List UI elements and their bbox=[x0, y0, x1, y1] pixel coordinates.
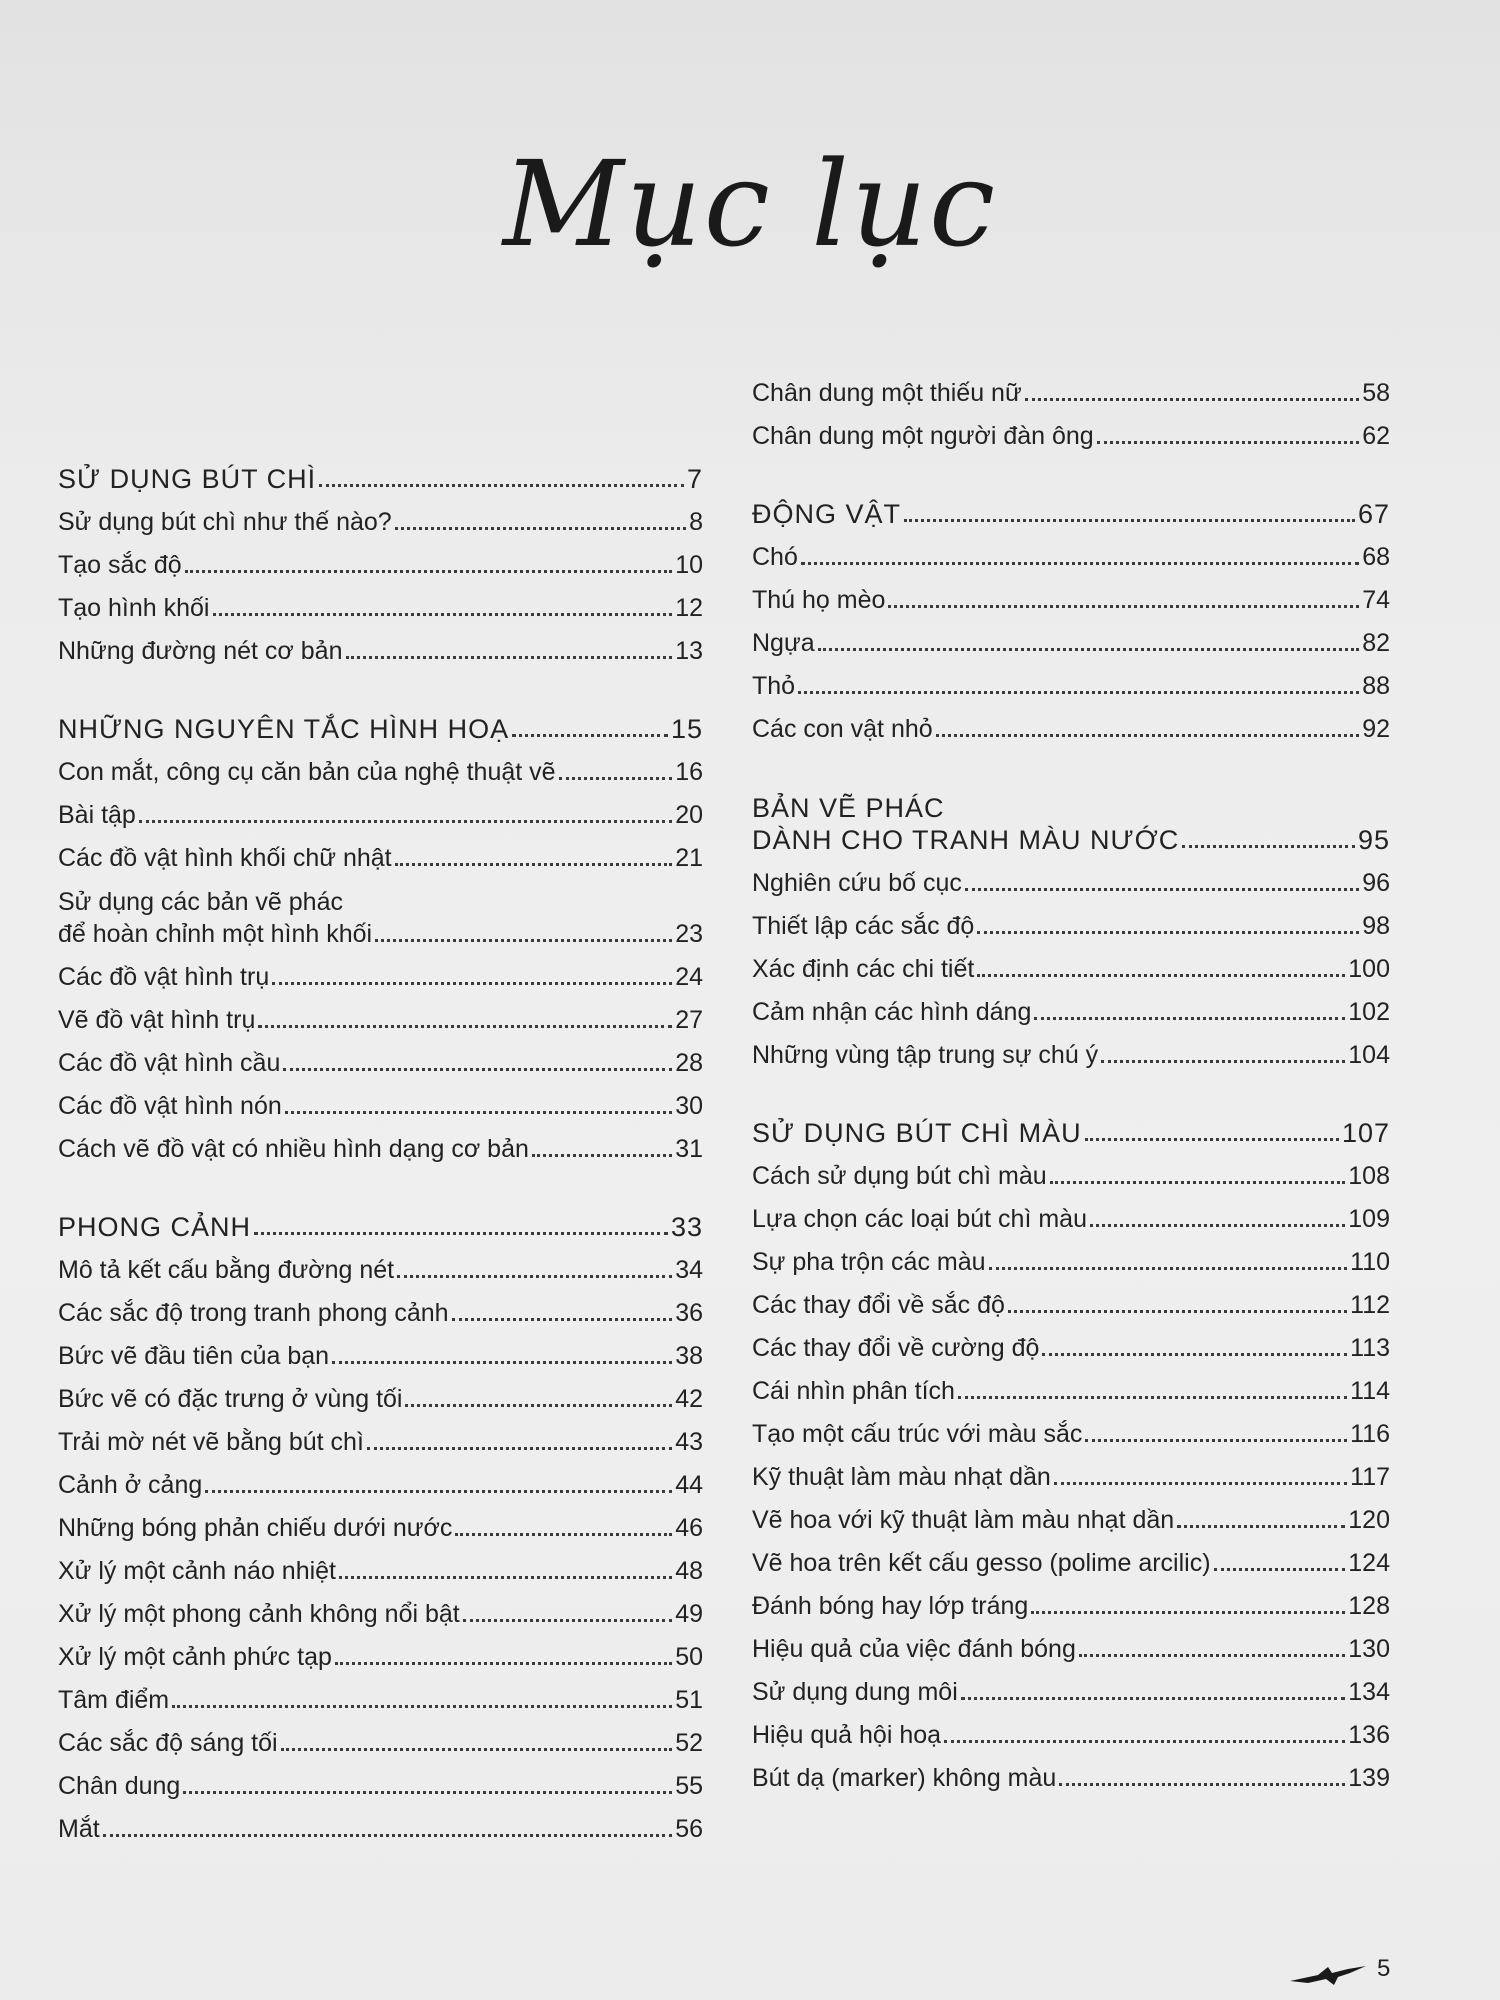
toc-page-number: 102 bbox=[1348, 998, 1390, 1026]
dot-leader bbox=[532, 1153, 672, 1157]
page-title: Mục lục bbox=[502, 135, 998, 273]
dot-leader bbox=[801, 561, 1359, 565]
toc-entry bbox=[58, 1415, 703, 1458]
section-gap bbox=[752, 1071, 1390, 1106]
toc-page-number: 16 bbox=[675, 758, 703, 786]
toc-entry-label: Bài tập bbox=[58, 801, 136, 829]
toc-entry-label: Mô tả kết cấu bằng đường nét bbox=[58, 1256, 395, 1284]
toc-page-number: 113 bbox=[1350, 1334, 1390, 1362]
toc-entry bbox=[752, 616, 1390, 659]
toc-entry-label-line1: Sử dụng các bản vẽ phác bbox=[58, 888, 343, 916]
dot-leader bbox=[1031, 1610, 1345, 1614]
toc-section-heading bbox=[752, 1106, 1390, 1149]
toc-page-number: 56 bbox=[675, 1815, 703, 1843]
toc-page-number: 44 bbox=[675, 1471, 703, 1499]
toc-entry-label: SỬ DỤNG BÚT CHÌ bbox=[58, 464, 317, 494]
toc-entry bbox=[58, 581, 703, 624]
toc-page-number: 112 bbox=[1350, 1291, 1390, 1319]
dot-leader bbox=[397, 1274, 672, 1278]
toc-entry-label bbox=[58, 886, 372, 950]
toc-left-column bbox=[58, 452, 703, 1845]
toc-page-number: 10 bbox=[675, 551, 703, 579]
toc-entry-label bbox=[752, 792, 1179, 856]
toc-page-number: 96 bbox=[1362, 869, 1390, 897]
toc-page-number: 48 bbox=[675, 1557, 703, 1585]
dot-leader bbox=[977, 930, 1359, 934]
dot-leader bbox=[512, 733, 668, 737]
toc-entry bbox=[58, 1716, 703, 1759]
toc-entry bbox=[752, 985, 1390, 1028]
toc-entry bbox=[752, 573, 1390, 616]
toc-page-number: 49 bbox=[675, 1600, 703, 1628]
dot-leader bbox=[254, 1231, 668, 1235]
toc-page-number: 67 bbox=[1357, 499, 1390, 529]
toc-page-number: 104 bbox=[1348, 1041, 1390, 1069]
dot-leader bbox=[103, 1833, 673, 1837]
toc-entry-label: SỬ DỤNG BÚT CHÌ MÀU bbox=[752, 1118, 1082, 1148]
dot-leader bbox=[395, 862, 673, 866]
toc-entry-label: Thú họ mèo bbox=[752, 586, 886, 614]
toc-entry bbox=[752, 1364, 1390, 1407]
dot-leader bbox=[172, 1704, 672, 1708]
toc-entry-label: Sử dụng bút chì như thế nào? bbox=[58, 508, 392, 536]
toc-entry bbox=[58, 1329, 703, 1372]
toc-page-number: 42 bbox=[675, 1385, 703, 1413]
toc-page-number: 109 bbox=[1348, 1205, 1390, 1233]
toc-entry-label: Những vùng tập trung sự chú ý bbox=[752, 1041, 1099, 1069]
toc-entry-label: Xử lý một phong cảnh không nổi bật bbox=[58, 1600, 460, 1628]
dot-leader bbox=[205, 1489, 672, 1493]
dot-leader bbox=[559, 776, 673, 780]
toc-entry bbox=[58, 1458, 703, 1501]
toc-entry-label: Vẽ hoa với kỹ thuật làm màu nhạt dần bbox=[752, 1506, 1175, 1534]
toc-page-number: 46 bbox=[675, 1514, 703, 1542]
toc-entry bbox=[752, 1751, 1390, 1794]
toc-entry bbox=[58, 1802, 703, 1845]
toc-section-heading bbox=[752, 487, 1390, 530]
toc-entry bbox=[752, 856, 1390, 899]
toc-entry bbox=[752, 702, 1390, 745]
toc-entry bbox=[58, 1544, 703, 1587]
toc-page-number: 24 bbox=[675, 963, 703, 991]
toc-section-heading bbox=[58, 1200, 703, 1243]
dot-leader bbox=[183, 1790, 672, 1794]
toc-entry bbox=[58, 1122, 703, 1165]
dot-leader bbox=[463, 1618, 672, 1622]
section-gap bbox=[58, 667, 703, 702]
toc-section-heading bbox=[58, 702, 703, 745]
toc-page-number: 7 bbox=[686, 464, 703, 494]
dot-leader bbox=[139, 819, 672, 823]
toc-entry-label: PHONG CẢNH bbox=[58, 1212, 252, 1242]
dot-leader bbox=[1025, 397, 1359, 401]
toc-page-number: 21 bbox=[675, 844, 703, 872]
toc-entry bbox=[752, 659, 1390, 702]
dot-leader bbox=[1182, 844, 1355, 848]
toc-entry bbox=[58, 1673, 703, 1716]
toc-entry-label: Bút dạ (marker) không màu bbox=[752, 1764, 1057, 1792]
dot-leader bbox=[1097, 440, 1359, 444]
toc-page-number: 23 bbox=[675, 920, 703, 948]
toc-entry bbox=[752, 1665, 1390, 1708]
toc-page-number: 20 bbox=[675, 801, 703, 829]
toc-entry-label: Sử dụng dung môi bbox=[752, 1678, 958, 1706]
dot-leader bbox=[272, 981, 672, 985]
toc-page-number: 58 bbox=[1362, 379, 1390, 407]
toc-page-number: 88 bbox=[1362, 672, 1390, 700]
toc-entry bbox=[58, 831, 703, 874]
toc-entry-label: Tạo một cấu trúc với màu sắc bbox=[752, 1420, 1083, 1448]
dot-leader bbox=[888, 604, 1359, 608]
toc-entry-label: Trải mờ nét vẽ bằng bút chì bbox=[58, 1428, 364, 1456]
toc-page-number: 43 bbox=[675, 1428, 703, 1456]
dot-leader bbox=[977, 973, 1345, 977]
dot-leader bbox=[961, 1696, 1346, 1700]
toc-page-number: 30 bbox=[675, 1092, 703, 1120]
dot-leader bbox=[798, 690, 1359, 694]
toc-entry-label: Nghiên cứu bố cục bbox=[752, 869, 962, 897]
toc-page-number: 114 bbox=[1350, 1377, 1390, 1405]
dot-leader bbox=[1054, 1481, 1347, 1485]
toc-entry-label: Lựa chọn các loại bút chì màu bbox=[752, 1205, 1087, 1233]
dot-leader bbox=[213, 612, 673, 616]
toc-entry-label: Hiệu quả của việc đánh bóng bbox=[752, 1635, 1076, 1663]
swallow-bird-icon bbox=[1288, 1963, 1368, 1987]
dot-leader bbox=[944, 1739, 1345, 1743]
toc-entry bbox=[58, 745, 703, 788]
dot-leader bbox=[1050, 1180, 1346, 1184]
toc-entry bbox=[752, 1235, 1390, 1278]
toc-entry-label: Các con vật nhỏ bbox=[752, 715, 933, 743]
dot-leader bbox=[395, 526, 686, 530]
toc-entry bbox=[752, 1028, 1390, 1071]
toc-entry-label: Tạo hình khối bbox=[58, 594, 210, 622]
toc-entry bbox=[752, 1622, 1390, 1665]
toc-entry-label: ĐỘNG VẬT bbox=[752, 499, 902, 529]
dot-leader bbox=[283, 1067, 672, 1071]
toc-entry-label-line2: DÀNH CHO TRANH MÀU NƯỚC bbox=[752, 825, 1180, 855]
toc-page-number: 15 bbox=[670, 714, 703, 744]
toc-entry-label: Những bóng phản chiếu dưới nước bbox=[58, 1514, 453, 1542]
toc-entry-label: Con mắt, công cụ căn bản của nghệ thuật vẽ bbox=[58, 758, 556, 786]
toc-entry-label: Các đồ vật hình cầu bbox=[58, 1049, 281, 1077]
toc-page-number: 100 bbox=[1348, 955, 1390, 983]
toc-page-number: 52 bbox=[675, 1729, 703, 1757]
toc-page-number: 50 bbox=[675, 1643, 703, 1671]
dot-leader bbox=[1085, 1438, 1347, 1442]
toc-entry-label: Xử lý một cảnh náo nhiệt bbox=[58, 1557, 337, 1585]
toc-entry-label: Cảm nhận các hình dáng bbox=[752, 998, 1032, 1026]
toc-page-number: 108 bbox=[1348, 1162, 1390, 1190]
toc-page-number: 139 bbox=[1348, 1764, 1390, 1792]
toc-entry bbox=[58, 1036, 703, 1079]
toc-page-number: 107 bbox=[1341, 1118, 1390, 1148]
toc-entry bbox=[752, 1579, 1390, 1622]
dot-leader bbox=[339, 1575, 672, 1579]
toc-entry bbox=[752, 1149, 1390, 1192]
toc-entry-label: Các đồ vật hình khối chữ nhật bbox=[58, 844, 392, 872]
toc-entry bbox=[58, 1587, 703, 1630]
toc-entry bbox=[752, 1321, 1390, 1364]
toc-page-number: 98 bbox=[1362, 912, 1390, 940]
dot-leader bbox=[281, 1747, 673, 1751]
toc-page-number: 13 bbox=[675, 637, 703, 665]
toc-entry bbox=[58, 950, 703, 993]
toc-entry-label: Các đồ vật hình nón bbox=[58, 1092, 282, 1120]
dot-leader bbox=[367, 1446, 672, 1450]
toc-entry-label: Cảnh ở cảng bbox=[58, 1471, 203, 1499]
dot-leader bbox=[965, 887, 1359, 891]
toc-entry-label: Bức vẽ có đặc trưng ở vùng tối bbox=[58, 1385, 403, 1413]
toc-page-number: 31 bbox=[675, 1135, 703, 1163]
dot-leader bbox=[818, 647, 1360, 651]
toc-entry bbox=[752, 1192, 1390, 1235]
toc-page-number: 68 bbox=[1362, 543, 1390, 571]
toc-entry-label: Cái nhìn phân tích bbox=[752, 1377, 955, 1405]
toc-entry bbox=[752, 366, 1390, 409]
dot-leader bbox=[958, 1395, 1347, 1399]
toc-entry-label: Thiết lập các sắc độ bbox=[752, 912, 975, 940]
dot-leader bbox=[1042, 1352, 1347, 1356]
toc-page-number: 95 bbox=[1357, 825, 1390, 855]
toc-entry-label: Xác định các chi tiết bbox=[752, 955, 975, 983]
toc-page-number: 117 bbox=[1350, 1463, 1390, 1491]
toc-page-number: 38 bbox=[675, 1342, 703, 1370]
dot-leader bbox=[1059, 1782, 1345, 1786]
toc-entry-label: Các thay đổi về cường độ bbox=[752, 1334, 1040, 1362]
toc-page-number: 8 bbox=[689, 508, 703, 536]
toc-entry-label: Tâm điểm bbox=[58, 1686, 170, 1714]
toc-entry-label: Những đường nét cơ bản bbox=[58, 637, 343, 665]
toc-page-number: 92 bbox=[1362, 715, 1390, 743]
dot-leader bbox=[1101, 1059, 1345, 1063]
toc-entry-label: Thỏ bbox=[752, 672, 796, 700]
toc-entry-label: Các thay đổi về sắc độ bbox=[752, 1291, 1005, 1319]
toc-entry bbox=[58, 1243, 703, 1286]
toc-entry-label: Chân dung một thiếu nữ bbox=[752, 379, 1022, 407]
dot-leader bbox=[335, 1661, 672, 1665]
dot-leader bbox=[904, 518, 1355, 522]
toc-entry bbox=[58, 993, 703, 1036]
toc-page-number: 110 bbox=[1350, 1248, 1390, 1276]
dot-leader bbox=[405, 1403, 672, 1407]
toc-entry bbox=[58, 1286, 703, 1329]
dot-leader bbox=[258, 1024, 672, 1028]
toc-entry-label: Tạo sắc độ bbox=[58, 551, 182, 579]
toc-page-number: 27 bbox=[675, 1006, 703, 1034]
toc-entry bbox=[58, 1630, 703, 1673]
toc-entry-label: Mắt bbox=[58, 1815, 100, 1843]
toc-section-heading bbox=[752, 780, 1390, 856]
dot-leader bbox=[1008, 1309, 1347, 1313]
toc-entry bbox=[752, 942, 1390, 985]
toc-entry-label: Các đồ vật hình trụ bbox=[58, 963, 270, 991]
toc-entry bbox=[752, 1708, 1390, 1751]
dot-leader bbox=[346, 655, 673, 659]
toc-entry bbox=[752, 1450, 1390, 1493]
toc-page-number: 74 bbox=[1362, 586, 1390, 614]
toc-entry bbox=[58, 538, 703, 581]
toc-entry-label: Bức vẽ đầu tiên của bạn bbox=[58, 1342, 330, 1370]
toc-entry-label-line2: để hoàn chỉnh một hình khối bbox=[58, 920, 373, 948]
toc-page-number: 136 bbox=[1348, 1721, 1390, 1749]
toc-page-number: 55 bbox=[675, 1772, 703, 1800]
toc-page-number: 51 bbox=[675, 1686, 703, 1714]
toc-page-number: 36 bbox=[675, 1299, 703, 1327]
toc-page-number: 12 bbox=[675, 594, 703, 622]
toc-entry-label: Chân dung một người đàn ông bbox=[752, 422, 1094, 450]
toc-section-heading bbox=[58, 452, 703, 495]
toc-entry bbox=[58, 1372, 703, 1415]
dot-leader bbox=[285, 1110, 672, 1114]
toc-page-number: 34 bbox=[675, 1256, 703, 1284]
toc-entry bbox=[58, 874, 703, 950]
toc-entry-label: Vẽ hoa trên kết cấu gesso (polime arcilic) bbox=[752, 1549, 1211, 1577]
toc-entry-label: Sự pha trộn các màu bbox=[752, 1248, 986, 1276]
toc-entry-label: Đánh bóng hay lớp tráng bbox=[752, 1592, 1029, 1620]
toc-entry-label: Cách vẽ đồ vật có nhiều hình dạng cơ bản bbox=[58, 1135, 529, 1163]
toc-page-number: 82 bbox=[1362, 629, 1390, 657]
toc-page-number: 120 bbox=[1348, 1506, 1390, 1534]
dot-leader bbox=[936, 733, 1360, 737]
toc-entry-label-line1: BẢN VẼ PHÁC bbox=[752, 793, 945, 823]
section-gap bbox=[752, 745, 1390, 780]
toc-entry bbox=[752, 899, 1390, 942]
toc-entry bbox=[58, 1501, 703, 1544]
toc-page-number: 124 bbox=[1348, 1549, 1390, 1577]
toc-entry bbox=[58, 624, 703, 667]
dot-leader bbox=[185, 569, 673, 573]
toc-entry bbox=[58, 495, 703, 538]
dot-leader bbox=[375, 938, 672, 942]
toc-entry-label: NHỮNG NGUYÊN TẮC HÌNH HOẠ bbox=[58, 714, 510, 744]
toc-entry-label: Chân dung bbox=[58, 1772, 181, 1800]
toc-right-column bbox=[752, 366, 1390, 1794]
toc-entry bbox=[752, 1407, 1390, 1450]
toc-page-number: 28 bbox=[675, 1049, 703, 1077]
dot-leader bbox=[1085, 1137, 1339, 1141]
toc-entry bbox=[752, 530, 1390, 573]
toc-page-number: 134 bbox=[1348, 1678, 1390, 1706]
toc-entry bbox=[752, 409, 1390, 452]
toc-entry bbox=[58, 1079, 703, 1122]
toc-entry bbox=[752, 1278, 1390, 1321]
toc-entry-label: Cách sử dụng bút chì màu bbox=[752, 1162, 1047, 1190]
toc-entry bbox=[58, 788, 703, 831]
toc-page-number: 62 bbox=[1362, 422, 1390, 450]
toc-page-number: 116 bbox=[1350, 1420, 1390, 1448]
page-number: 5 bbox=[1377, 1955, 1391, 1982]
dot-leader bbox=[1214, 1567, 1346, 1571]
dot-leader bbox=[1034, 1016, 1345, 1020]
dot-leader bbox=[1177, 1524, 1345, 1528]
toc-page-number: 130 bbox=[1348, 1635, 1390, 1663]
dot-leader bbox=[332, 1360, 672, 1364]
toc-entry bbox=[752, 1493, 1390, 1536]
dot-leader bbox=[989, 1266, 1348, 1270]
toc-entry-label: Hiệu quả hội hoạ bbox=[752, 1721, 942, 1749]
dot-leader bbox=[1079, 1653, 1345, 1657]
toc-entry-label: Các sắc độ sáng tối bbox=[58, 1729, 278, 1757]
toc-page-number: 128 bbox=[1348, 1592, 1390, 1620]
toc-page-number: 33 bbox=[670, 1212, 703, 1242]
dot-leader bbox=[319, 483, 684, 487]
toc-entry-label: Kỹ thuật làm màu nhạt dần bbox=[752, 1463, 1051, 1491]
toc-entry bbox=[752, 1536, 1390, 1579]
toc-entry-label: Chó bbox=[752, 543, 798, 571]
dot-leader bbox=[452, 1317, 673, 1321]
toc-entry-label: Ngựa bbox=[752, 629, 815, 657]
section-gap bbox=[58, 1165, 703, 1200]
toc-entry-label: Vẽ đồ vật hình trụ bbox=[58, 1006, 256, 1034]
section-gap bbox=[752, 452, 1390, 487]
dot-leader bbox=[455, 1532, 672, 1536]
toc-entry-label: Xử lý một cảnh phức tạp bbox=[58, 1643, 332, 1671]
toc-entry-label: Các sắc độ trong tranh phong cảnh bbox=[58, 1299, 449, 1327]
toc-entry bbox=[58, 1759, 703, 1802]
dot-leader bbox=[1090, 1223, 1345, 1227]
